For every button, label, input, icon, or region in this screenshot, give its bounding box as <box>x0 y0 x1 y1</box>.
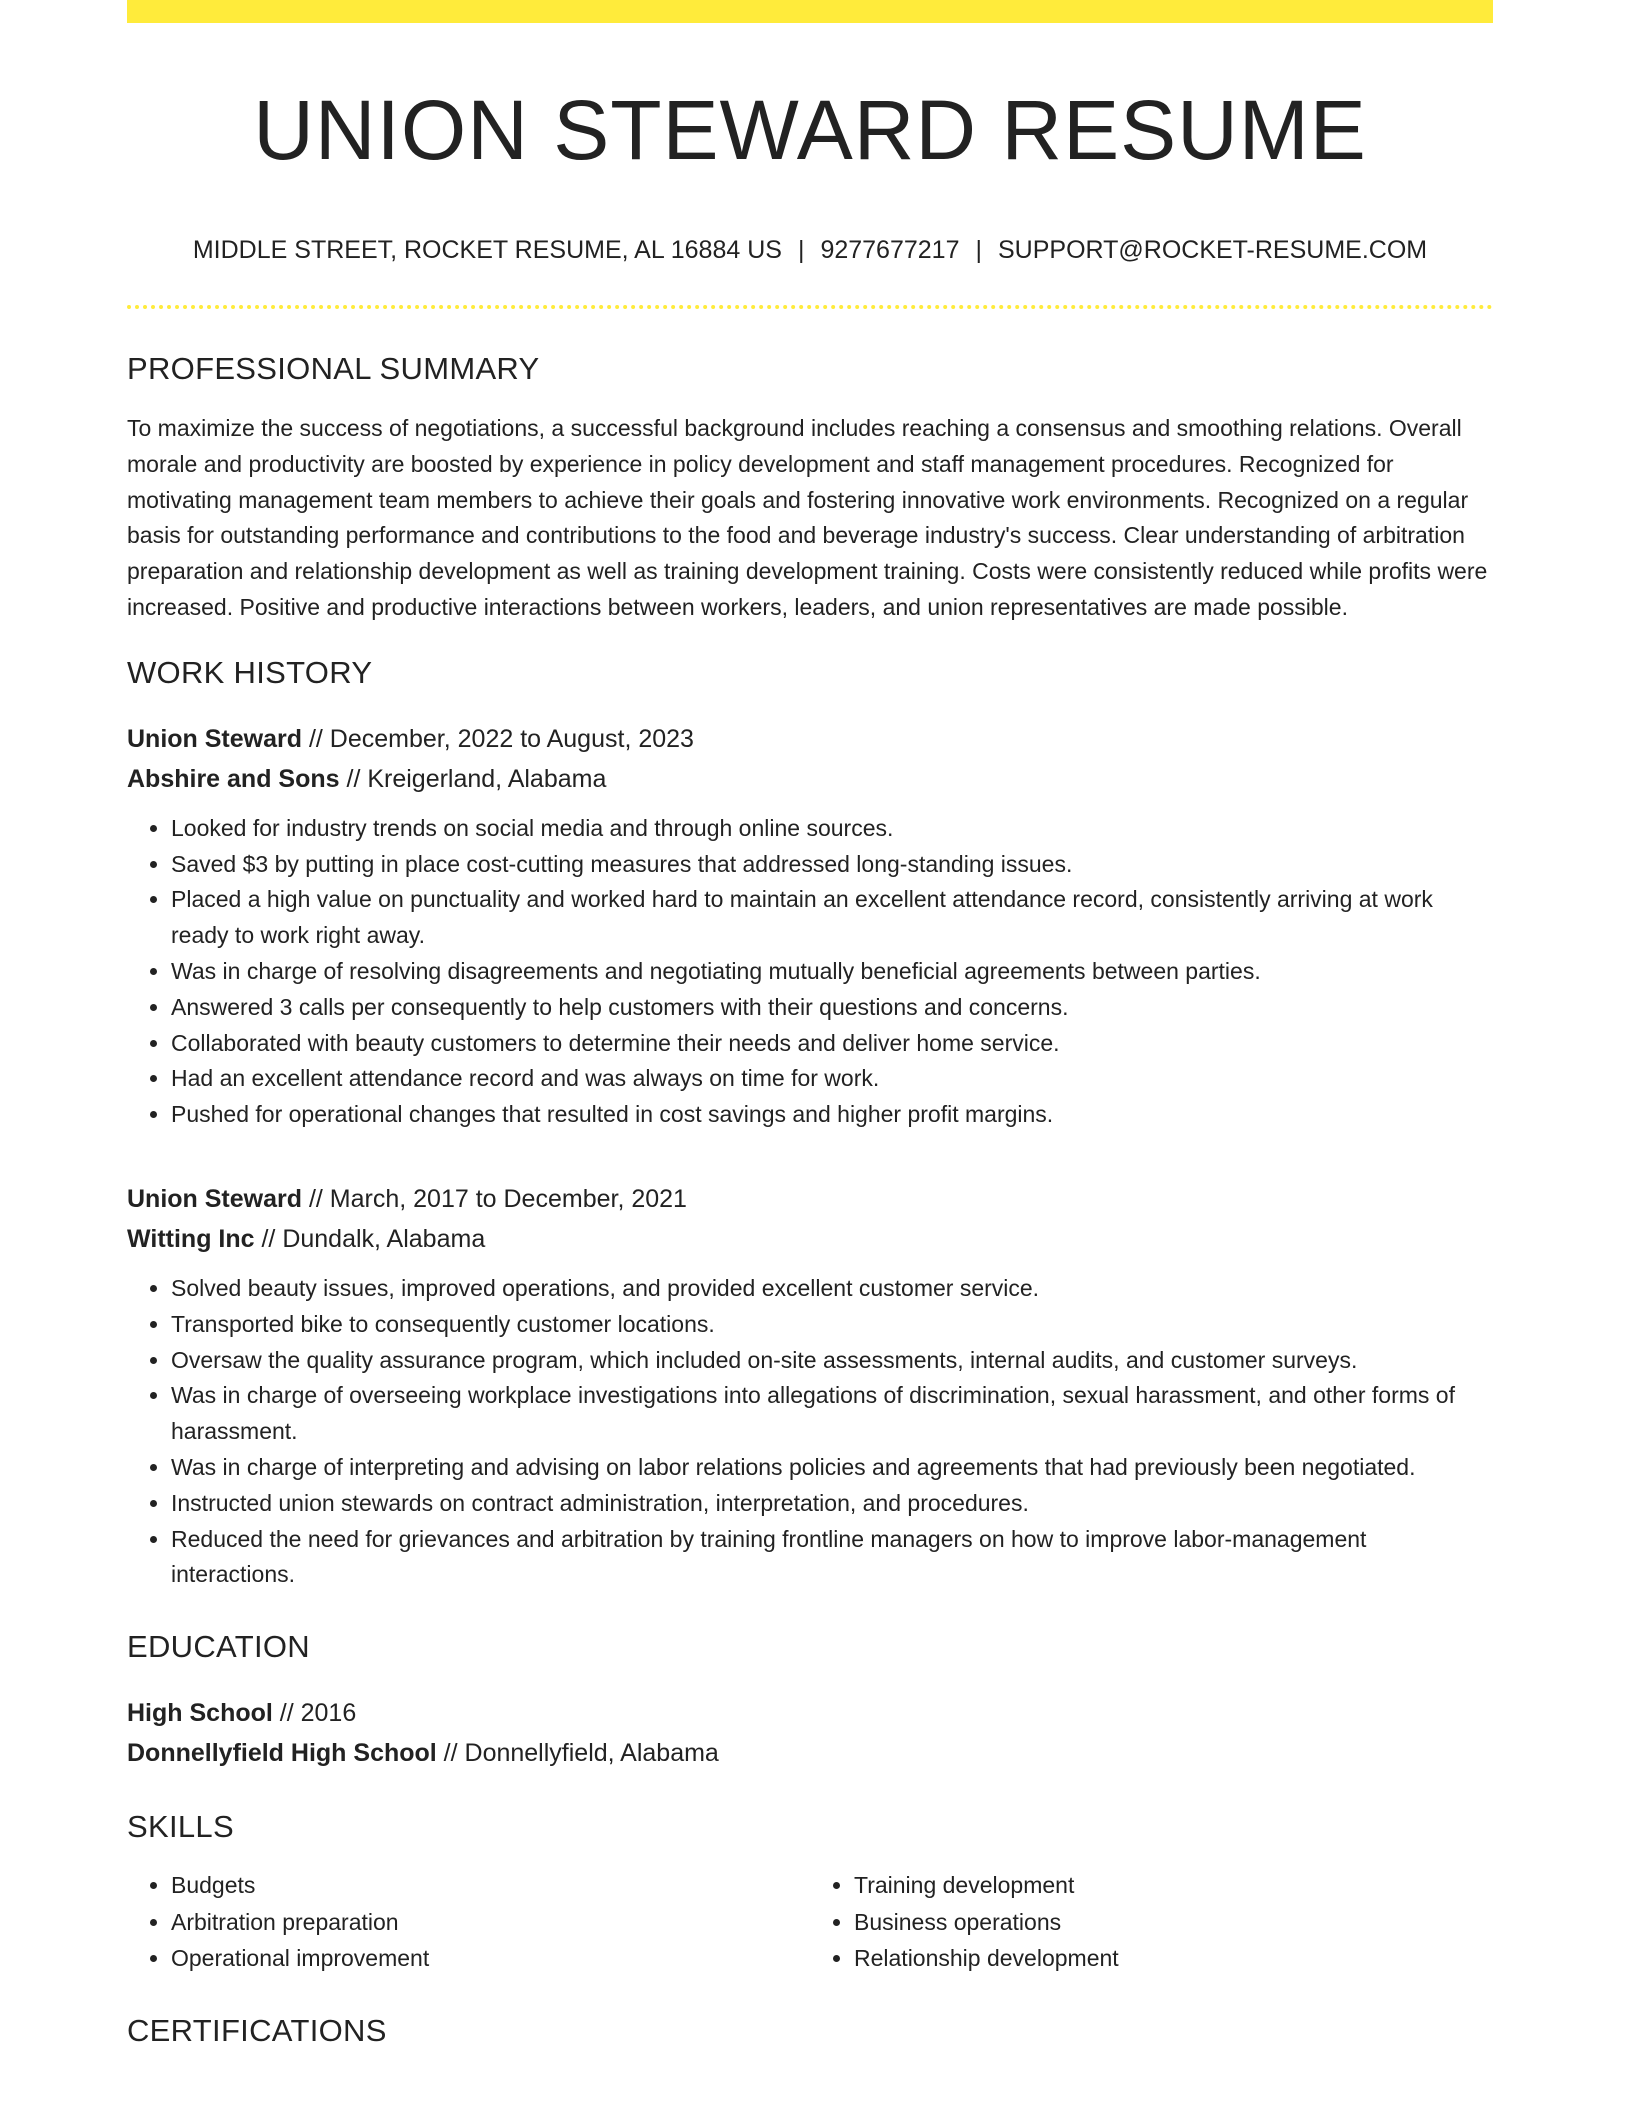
professional-summary-section <box>127 349 1493 626</box>
job-title-line <box>127 1179 1493 1219</box>
job-bullets <box>127 1271 1493 1593</box>
job-company-line <box>127 1219 1493 1259</box>
resume-title: UNION STEWARD RESUME <box>253 83 1367 177</box>
job-dates: // March, 2017 to December, 2021 <box>302 1184 687 1213</box>
education-year: // 2016 <box>272 1699 357 1728</box>
list-item: • Placed a high value on punctuality and worked hard to maintain an excellent attendance record, consistently arriving at work ready to work right away. <box>171 882 1493 954</box>
skill-item: • Relationship development <box>854 1940 1493 1977</box>
job-company: Witting Inc <box>127 1224 255 1253</box>
job-entry <box>127 719 1493 1133</box>
skills-right-column <box>810 1867 1493 1977</box>
section-heading: EDUCATION <box>127 1629 310 1665</box>
skill-item: • Budgets <box>171 1867 810 1904</box>
list-item: • Was in charge of interpreting and advising on labor relations policies and agreements that had previously been negotiated. <box>171 1450 1493 1486</box>
job-location: // Dundalk, Alabama <box>254 1224 486 1253</box>
job-company: Abshire and Sons <box>127 764 340 793</box>
list-item: • Pushed for operational changes that resulted in cost savings and higher profit margins. <box>171 1097 1493 1133</box>
list-item: • Collaborated with beauty customers to determine their needs and deliver home service. <box>171 1026 1493 1062</box>
section-heading: WORK HISTORY <box>127 654 373 690</box>
list-item: • Saved $3 by putting in place cost-cutting measures that addressed long-standing issues. <box>171 847 1493 883</box>
contact-address: MIDDLE STREET, ROCKET RESUME, AL 16884 US <box>192 236 782 264</box>
job-location: // Kreigerland, Alabama <box>339 764 607 793</box>
education-entry <box>127 1693 1493 1773</box>
resume-content <box>127 0 1493 2051</box>
list-item: • Had an excellent attendance record and was always on time for work. <box>171 1061 1493 1097</box>
job-title: Union Steward <box>127 1184 303 1213</box>
contact-line <box>127 233 1493 267</box>
skill-item: • Operational improvement <box>171 1940 810 1977</box>
work-history-section <box>127 653 1493 1593</box>
skills-left-column <box>127 1867 810 1977</box>
dotted-divider <box>127 305 1493 309</box>
contact-separator: | <box>797 236 805 264</box>
list-item: • Was in charge of overseeing workplace investigations into allegations of discrimination, sexual harassment, and other forms of harassment. <box>171 1378 1493 1450</box>
list-item: • Transported bike to consequently customer locations. <box>171 1307 1493 1343</box>
skills-section <box>127 1807 1493 1977</box>
skill-item: • Arbitration preparation <box>171 1904 810 1941</box>
skill-item: • Business operations <box>854 1904 1493 1941</box>
contact-separator: | <box>975 236 982 264</box>
list-item: • Instructed union stewards on contract administration, interpretation, and procedures. <box>171 1486 1493 1522</box>
section-heading: SKILLS <box>127 1809 234 1845</box>
contact-email: SUPPORT@ROCKET-RESUME.COM <box>997 236 1428 264</box>
job-dates: // December, 2022 to August, 2023 <box>302 724 694 753</box>
job-bullets <box>127 811 1493 1133</box>
education-school: Donnellyfield High School <box>127 1739 437 1768</box>
education-location: // Donnellyfield, Alabama <box>436 1739 719 1768</box>
education-school-line <box>127 1733 1493 1773</box>
list-item: • Oversaw the quality assurance program, which included on-site assessments, internal audits, and customer surveys. <box>171 1343 1493 1379</box>
list-item: • Reduced the need for grievances and arbitration by training frontline managers on how to improve labor-management interactions. <box>171 1522 1493 1594</box>
job-title-line <box>127 719 1493 759</box>
section-heading: PROFESSIONAL SUMMARY <box>127 351 540 386</box>
education-degree-line <box>127 1693 1493 1733</box>
list-item: • Looked for industry trends on social media and through online sources. <box>171 811 1493 847</box>
certifications-section <box>127 2011 1493 2051</box>
list-item: • Answered 3 calls per consequently to help customers with their questions and concerns. <box>171 990 1493 1026</box>
skills-columns <box>127 1867 1493 1977</box>
job-company-line <box>127 759 1493 799</box>
list-item: • Was in charge of resolving disagreements and negotiating mutually beneficial agreements between parties. <box>171 954 1493 990</box>
skill-item: • Training development <box>854 1867 1493 1904</box>
job-title: Union Steward <box>127 724 303 753</box>
summary-text: To maximize the success of negotiations, a successful background includes reaching a consensus and smoothing relations. Overall morale and productivity are boosted by experience in policy development and staff management procedures. Recognized for motivating management team members to achieve their goals and fostering innovative work environments. Recognized on a regular basis for outstanding performance and contributions to the food and beverage industry's success. Clear understanding of arbitration preparation and relationship development as well as training development training. Costs were consistently reduced while profits were increased. Positive and productive interactions between workers, leaders, and union representatives are made possible. <box>127 415 1488 620</box>
section-heading: CERTIFICATIONS <box>127 2012 387 2048</box>
list-item: • Solved beauty issues, improved operations, and provided excellent customer service. <box>171 1271 1493 1307</box>
education-section <box>127 1627 1493 1773</box>
education-degree: High School <box>127 1699 273 1728</box>
contact-phone: 9277677217 <box>820 236 960 264</box>
job-entry <box>127 1179 1493 1593</box>
